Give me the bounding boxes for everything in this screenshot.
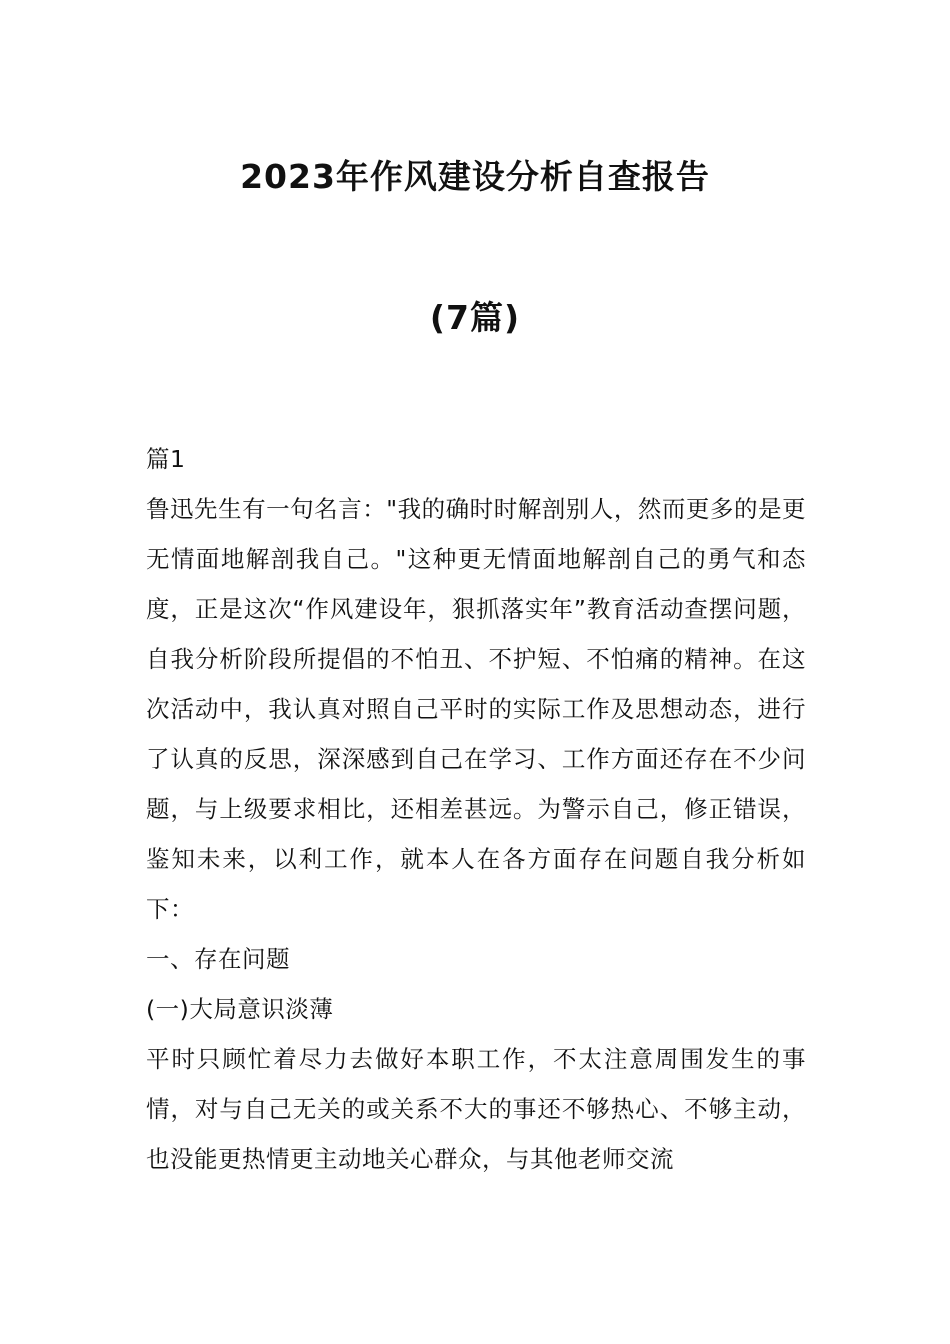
- document-subtitle: (7篇): [429, 298, 521, 337]
- body-paragraph: 平时只顾忙着尽力去做好本职工作，不太注意周围发生的事情，对与自己无关的或关系不大的事还不够热心、不够主动，也没能更热情更主动地关心群众，与其他老师交流: [146, 1045, 806, 1173]
- document-title: 2023年作风建设分析自查报告: [240, 157, 710, 196]
- subsection-heading: (一)大局意识淡薄: [146, 995, 334, 1023]
- section-heading: 一、存在问题: [146, 945, 290, 973]
- document-body: [146, 434, 806, 1184]
- section-label: 篇1: [146, 445, 186, 473]
- body-paragraph: 鲁迅先生有一句名言："我的确时时解剖别人，然而更多的是更无情面地解剖我自己。"这种更无情面地解剖自己的勇气和态度，正是这次“作风建设年，狠抓落实年”教育活动查摆问题，自我分析阶段所提倡的不怕丑、不护短、不怕痛的精神。在这次活动中，我认真对照自己平时的实际工作及思想动态，进行了认真的反思，深深感到自己在学习、工作方面还存在不少问题，与上级要求相比，还相差甚远。为警示自己，修正错误，鉴知未来，以利工作，就本人在各方面存在问题自我分析如下：: [146, 495, 806, 923]
